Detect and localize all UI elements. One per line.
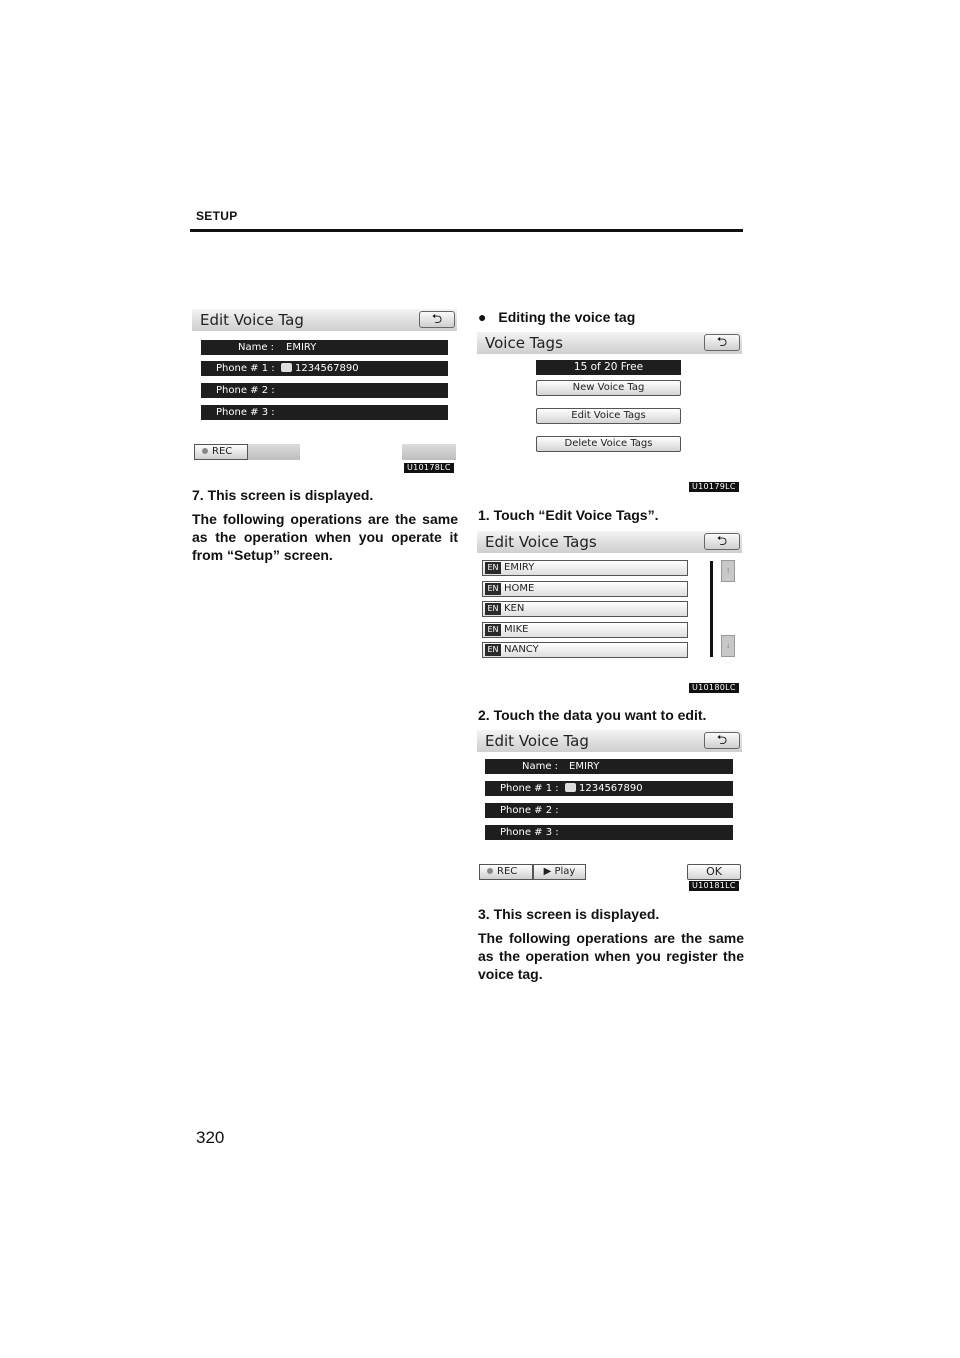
phone1-value: 1234567890 (295, 363, 359, 374)
tag-name: NANCY (504, 644, 539, 655)
scroll-up-button[interactable]: ↑ (721, 560, 735, 582)
figure-code: U10181LC (689, 881, 739, 891)
name-label: Name : (522, 761, 559, 772)
language-badge: EN (485, 624, 501, 636)
phone2-label: Phone # 2 : (216, 385, 275, 396)
delete-voice-tags-button[interactable]: Delete Voice Tags (536, 436, 681, 452)
scrollbar-track[interactable] (710, 561, 713, 657)
language-badge: EN (485, 644, 501, 656)
name-field[interactable] (201, 340, 448, 355)
name-label: Name : (238, 342, 275, 353)
bullet-icon: ● (478, 309, 487, 325)
phone3-label: Phone # 3 : (500, 827, 559, 838)
phone-icon (565, 783, 576, 792)
language-badge: EN (485, 562, 501, 574)
phone3-label: Phone # 3 : (216, 407, 275, 418)
edit-voice-tags-screen (477, 531, 742, 694)
phone2-label: Phone # 2 : (500, 805, 559, 816)
editing-heading (478, 308, 744, 326)
phone1-label: Phone # 1 : (216, 363, 275, 374)
phone1-field[interactable] (485, 781, 733, 796)
phone3-field[interactable] (485, 825, 733, 840)
language-badge: EN (485, 583, 501, 595)
rec-label: REC (497, 866, 518, 877)
right-paragraph: The following operations are the same as the operation when you register the voice tag. (478, 930, 744, 982)
left-edit-voice-tag-screen (192, 309, 457, 477)
section-header: SETUP (196, 209, 238, 223)
phone1-label: Phone # 1 : (500, 783, 559, 794)
rec-label: REC (212, 446, 233, 457)
phone1-field[interactable] (201, 361, 448, 376)
free-count: 15 of 20 Free (536, 360, 681, 375)
tag-name: EMIRY (504, 562, 535, 573)
screen-title: Edit Voice Tag (200, 311, 304, 329)
page-number: 320 (196, 1128, 225, 1147)
phone1-value-wrap (565, 781, 643, 796)
ok-button[interactable]: OK (687, 864, 741, 880)
tag-row-nancy[interactable] (482, 642, 688, 658)
title-bar (477, 730, 742, 752)
record-dot-icon (202, 448, 208, 454)
figure-code: U10180LC (689, 683, 739, 693)
screen-title: Voice Tags (485, 334, 563, 352)
back-button[interactable]: ⮌ (704, 334, 740, 351)
new-voice-tag-button[interactable]: New Voice Tag (536, 380, 681, 396)
phone2-field[interactable] (485, 803, 733, 818)
phone2-field[interactable] (201, 383, 448, 398)
tag-name: KEN (504, 603, 525, 614)
play-button-disabled (248, 444, 300, 460)
title-bar (477, 332, 742, 354)
header-rule (190, 229, 743, 232)
scroll-down-button[interactable]: ↓ (721, 635, 735, 657)
name-value: EMIRY (286, 342, 317, 353)
edit-voice-tag-screen (477, 730, 742, 893)
phone1-value: 1234567890 (579, 783, 643, 794)
tag-row-home[interactable] (482, 581, 688, 597)
tag-row-emiry[interactable] (482, 560, 688, 576)
right-step-2: 2. Touch the data you want to edit. (478, 707, 707, 723)
phone1-value-wrap (281, 361, 359, 376)
phone-icon (281, 363, 292, 372)
tag-row-mike[interactable] (482, 622, 688, 638)
phone3-field[interactable] (201, 405, 448, 420)
rec-button[interactable] (194, 444, 248, 460)
title-bar (192, 309, 457, 331)
ok-button-disabled (402, 444, 456, 460)
name-value: EMIRY (569, 761, 600, 772)
tag-name: MIKE (504, 624, 529, 635)
edit-voice-tags-button[interactable]: Edit Voice Tags (536, 408, 681, 424)
language-badge: EN (485, 603, 501, 615)
back-button[interactable]: ⮌ (419, 311, 455, 328)
record-dot-icon (487, 868, 493, 874)
back-button[interactable]: ⮌ (704, 533, 740, 550)
play-button[interactable]: ▶ Play (533, 864, 586, 880)
tag-name: HOME (504, 583, 535, 594)
right-step-1: 1. Touch “Edit Voice Tags”. (478, 507, 659, 523)
title-bar (477, 531, 742, 553)
name-field[interactable] (485, 759, 733, 774)
figure-code: U10179LC (689, 482, 739, 492)
tag-row-ken[interactable] (482, 601, 688, 617)
screen-title: Edit Voice Tag (485, 732, 589, 750)
back-button[interactable]: ⮌ (704, 732, 740, 749)
left-step-7: 7. This screen is displayed. (192, 487, 374, 503)
heading-text: Editing the voice tag (498, 309, 636, 325)
figure-code: U10178LC (404, 463, 454, 473)
left-paragraph: The following operations are the same as the operation when you operate it from “Setup” screen. (192, 511, 458, 563)
voice-tags-screen (477, 332, 742, 495)
rec-button[interactable] (479, 864, 533, 880)
right-step-3: 3. This screen is displayed. (478, 906, 660, 922)
screen-title: Edit Voice Tags (485, 533, 597, 551)
